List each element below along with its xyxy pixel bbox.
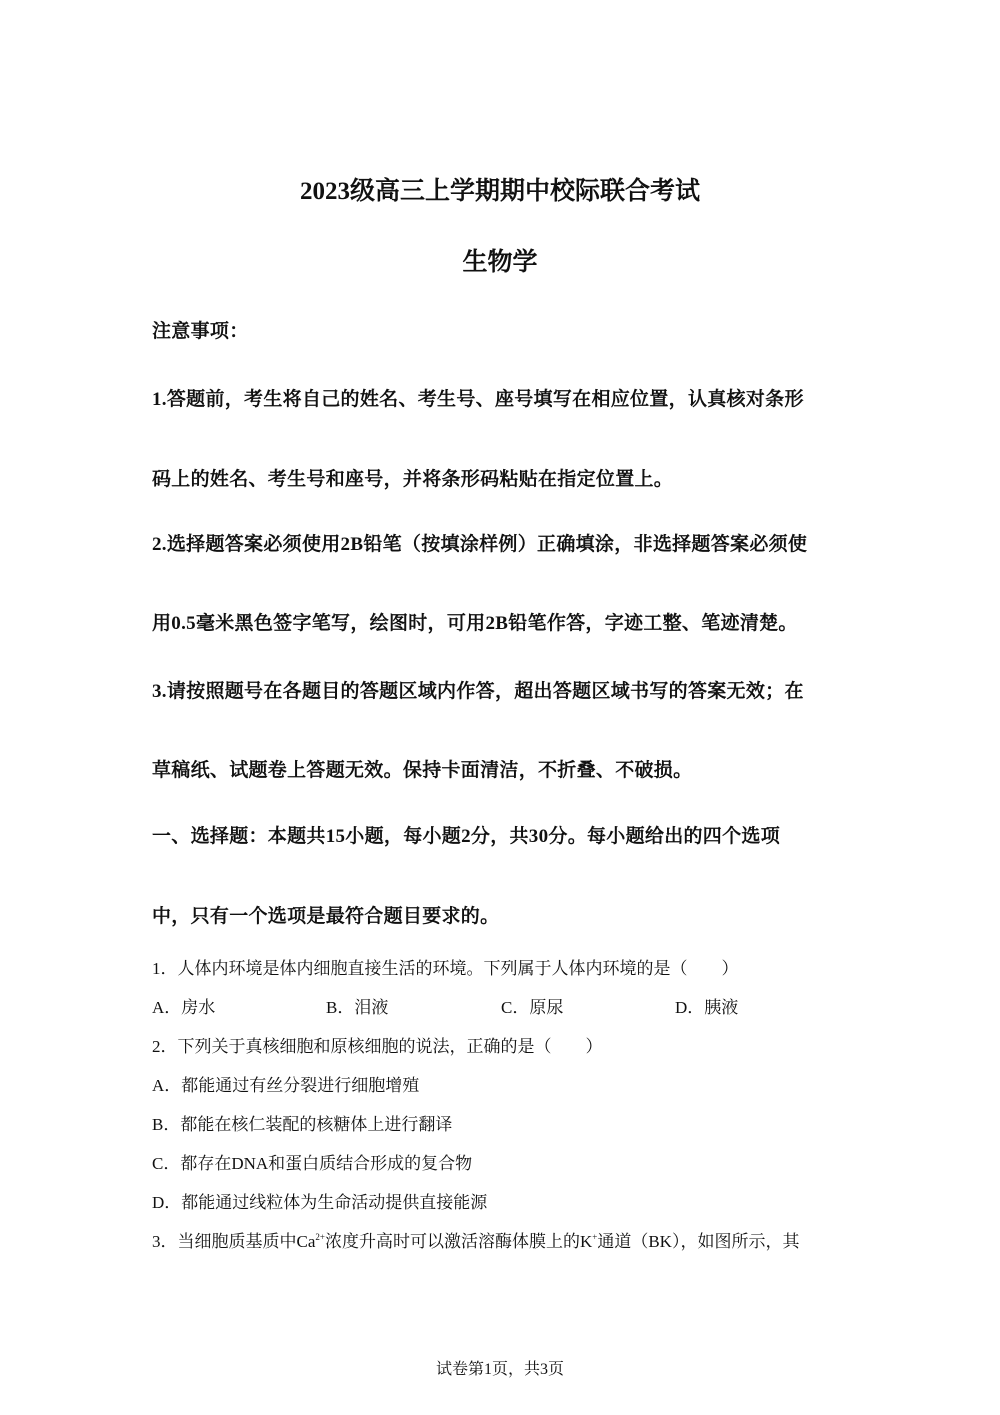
question-3-stem [152,1227,799,1252]
question-3-stem-part-b: 浓度升高时可以激活溶酶体膜上的K [324,1232,593,1251]
notice-item-2-line-2: 用0.5毫米黑色签字笔写，绘图时，可用2B铅笔作答，字迹工整、笔迹清楚。 [152,613,798,634]
question-3-stem-part-c: 通道（BK），如图所示，其 [597,1232,800,1251]
question-1-option-c: C．原尿 [501,998,564,1017]
section-heading-line-1: 一、选择题：本题共15小题，每小题2分，共30分。每小题给出的四个选项 [152,826,781,847]
subject-title: 生物学 [462,249,538,276]
exam-title: 2023级高三上学期期中校际联合考试 [299,178,700,205]
notice-item-1-line-1: 1.答题前，考生将自己的姓名、考生号、座号填写在相应位置，认真核对条形 [152,389,804,410]
question-2-stem: 2．下列关于真核细胞和原核细胞的说法，正确的是（ ） [152,1037,603,1056]
question-1-option-a: A．房水 [152,998,216,1017]
question-1-stem: 1．人体内环境是体内细胞直接生活的环境。下列属于人体内环境的是（ ） [152,959,739,978]
calcium-charge-superscript: 2+ [315,1232,325,1242]
question-3-stem-part-a: 3．当细胞质基质中Ca [152,1232,316,1251]
question-2-option-b: B．都能在核仁装配的核糖体上进行翻译 [152,1115,453,1134]
notice-item-3-line-1: 3.请按照题号在各题目的答题区域内作答，超出答题区域书写的答案无效；在 [152,681,804,702]
page-footer: 试卷第1页，共3页 [435,1361,564,1378]
question-1-option-d: D．胰液 [675,998,739,1017]
potassium-charge-superscript: + [592,1232,598,1242]
question-1-option-b: B．泪液 [326,998,389,1017]
notice-item-1-line-2: 码上的姓名、考生号和座号，并将条形码粘贴在指定位置上。 [152,469,674,490]
question-2-option-c: C．都存在DNA和蛋白质结合形成的复合物 [152,1154,473,1173]
notice-heading: 注意事项： [152,321,249,342]
notice-item-3-line-2: 草稿纸、试题卷上答题无效。保持卡面清洁，不折叠、不破损。 [152,760,693,781]
question-2-option-a: A．都能通过有丝分裂进行细胞增殖 [152,1076,420,1095]
notice-item-2-line-1: 2.选择题答案必须使用2B铅笔（按填涂样例）正确填涂，非选择题答案必须使 [152,534,808,555]
question-2-option-d: D．都能通过线粒体为生命活动提供直接能源 [152,1193,488,1212]
section-heading-line-2: 中，只有一个选项是最符合题目要求的。 [152,906,500,927]
